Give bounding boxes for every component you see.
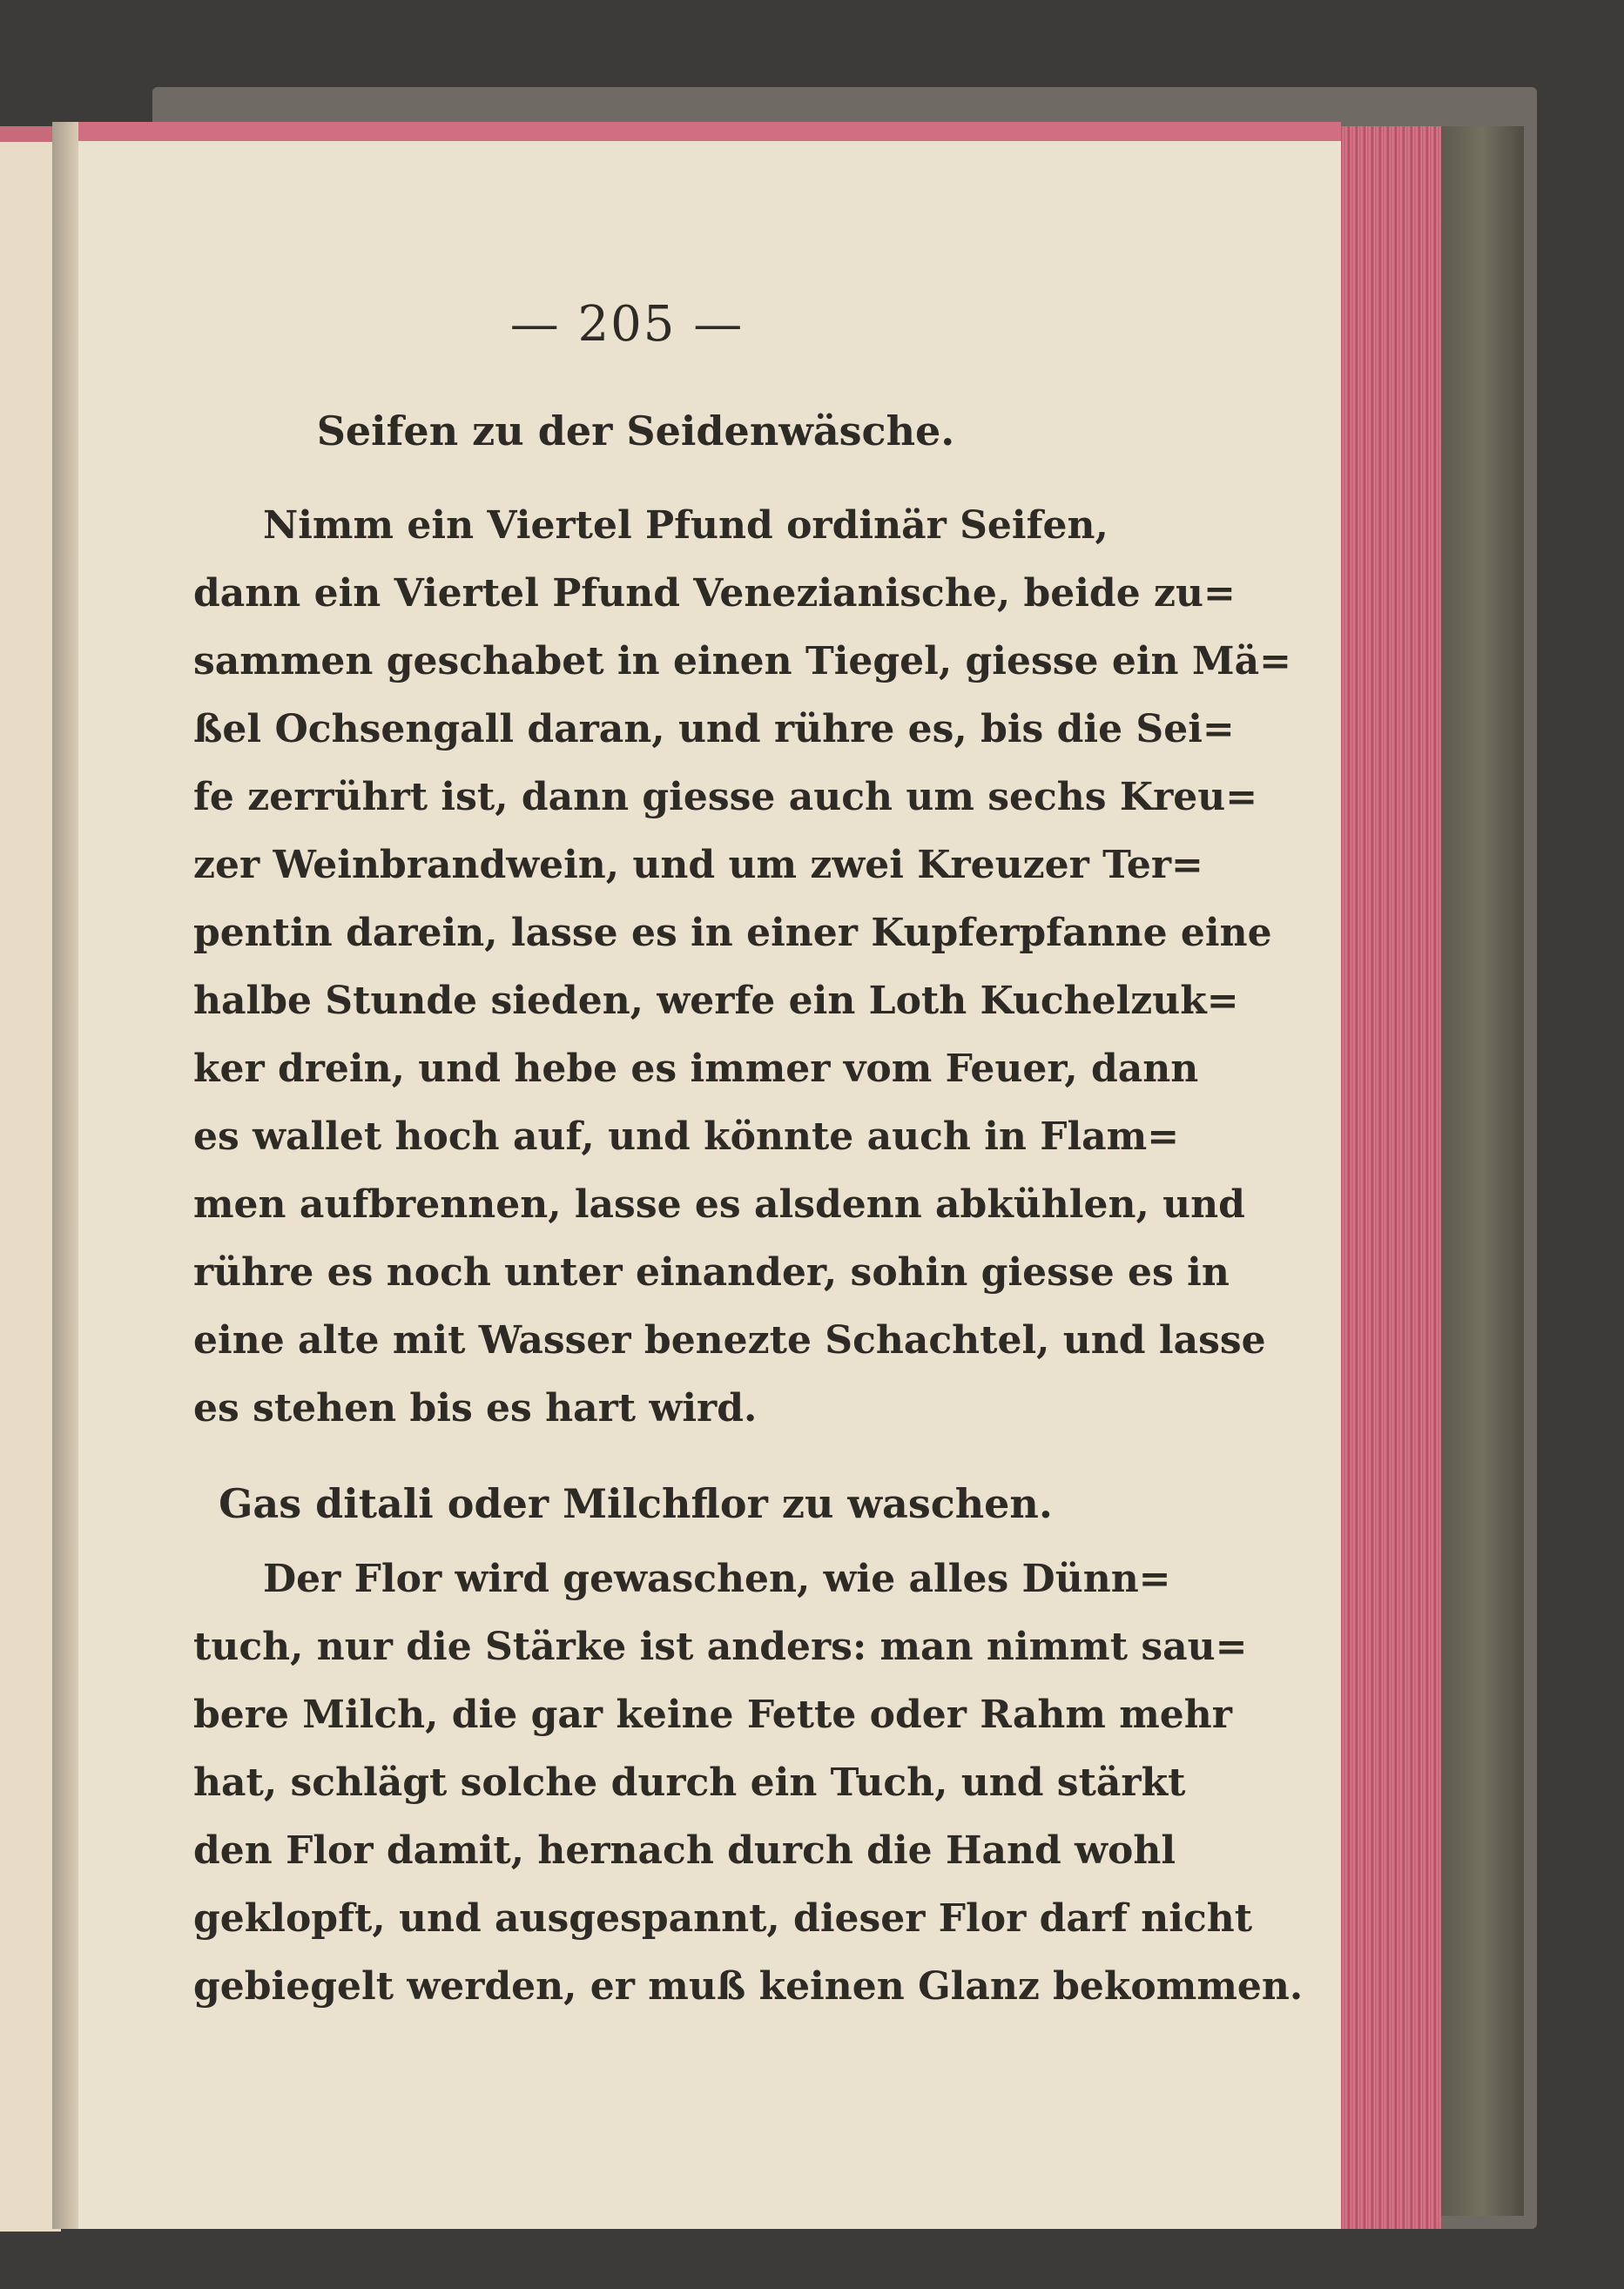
text-line: fe zerrührt ist, dann giesse auch um sechs Kreu=: [193, 775, 1258, 819]
text-line: eine alte mit Wasser benezte Schachtel, und lasse: [193, 1318, 1266, 1363]
text-line: gebiegelt werden, er muß keinen Glanz bekommen.: [193, 1964, 1304, 2009]
text-line: hat, schlägt solche durch ein Tuch, und stärkt: [193, 1761, 1186, 1805]
text-line: geklopft, und ausgespannt, dieser Flor darf nicht: [193, 1896, 1253, 1941]
page-gutter: [52, 122, 78, 2229]
text-line: ker drein, und hebe es immer vom Feuer, dann: [193, 1047, 1199, 1091]
text-line: bere Milch, die gar keine Fette oder Rahm mehr: [193, 1693, 1232, 1737]
text-line: es stehen bis es hart wird.: [193, 1386, 758, 1431]
text-line: tuch, nur die Stärke ist anders: man nimmt sau=: [193, 1625, 1248, 1669]
text-line: den Flor damit, hernach durch die Hand wohl: [193, 1828, 1176, 1873]
section-title: Seifen zu der Seidenwäsche.: [316, 407, 955, 454]
section-body: [193, 492, 1291, 1443]
text-line: zer Weinbrandwein, und um zwei Kreuzer Ter=: [193, 843, 1203, 887]
text-line: sammen geschabet in einen Tiegel, giesse ein Mä=: [193, 639, 1291, 683]
section-title: Gas ditali oder Milchflor zu waschen.: [219, 1480, 1053, 1527]
text-line: halbe Stunde sieden, werfe ein Loth Kuchelzuk=: [193, 979, 1239, 1023]
text-line: dann ein Viertel Pfund Venezianische, beide zu=: [193, 571, 1236, 616]
text-line: ßel Ochsengall daran, und rühre es, bis die Sei=: [193, 707, 1235, 751]
text-line: men aufbrennen, lasse es alsdenn abkühlen, und: [193, 1182, 1245, 1227]
book-spine: [1441, 126, 1524, 2216]
text-line: Nimm ein Viertel Pfund ordinär Seifen,: [263, 503, 1108, 548]
section-body: [193, 1545, 1304, 2021]
text-line: rühre es noch unter einander, sohin giesse es in: [193, 1250, 1230, 1295]
page-number: — 205 —: [509, 296, 745, 353]
page-edges: [1328, 126, 1441, 2229]
text-line: pentin darein, lasse es in einer Kupferpfanne eine: [193, 911, 1272, 955]
text-line: Der Flor wird gewaschen, wie alles Dünn=: [263, 1557, 1171, 1601]
text-line: es wallet hoch auf, und könnte auch in Flam=: [193, 1114, 1180, 1159]
